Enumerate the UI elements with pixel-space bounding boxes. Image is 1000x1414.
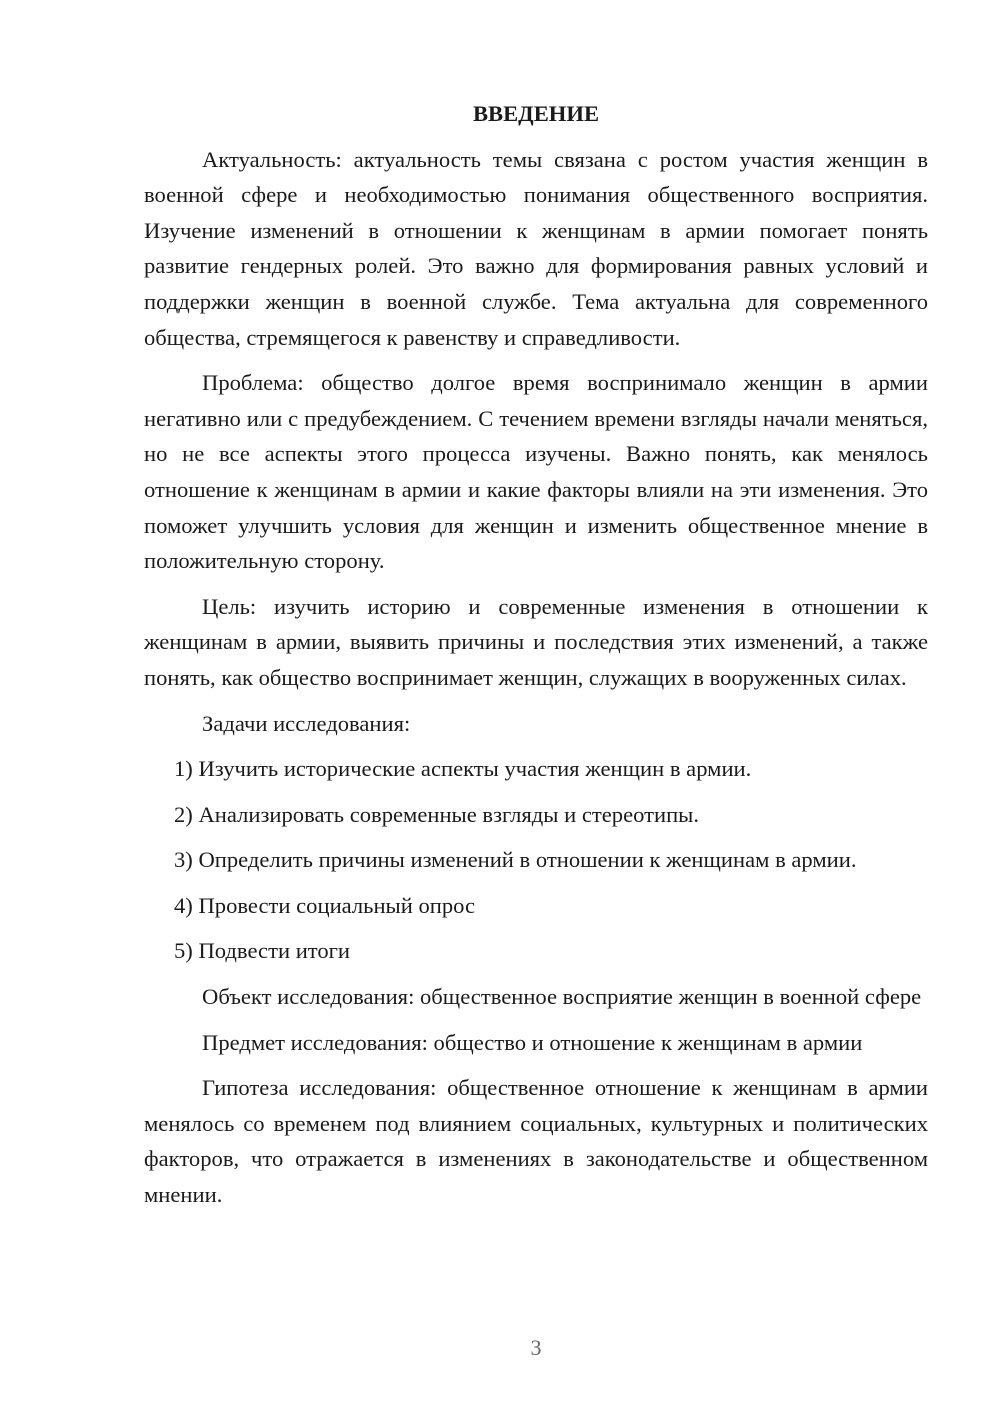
tasks-heading: Задачи исследования: <box>202 710 411 736</box>
task-item: 1) Изучить исторические аспекты участия женщин в армии. <box>174 756 752 782</box>
task-item: 5) Подвести итоги <box>174 938 351 964</box>
page-content <box>144 96 928 1223</box>
paragraph-hypothesis: Гипотеза исследования: общественное отношение к женщинам в армии менялось со временем под влиянием социальных, культурных и политических факторов, что отражается в изменениях в законодательстве и общественном мнении. <box>144 1075 928 1208</box>
page-number: 3 <box>530 1335 542 1360</box>
paragraph-subject: Предмет исследования: общество и отношение к женщинам в армии <box>202 1029 863 1055</box>
paragraph-goal: Цель: изучить историю и современные изменения в отношении к женщинам в армии, выявить причины и последствия этих изменений, а также понять, как общество воспринимает женщин, служащих в вооруженных силах. <box>144 593 928 690</box>
task-item: 2) Анализировать современные взгляды и стереотипы. <box>174 801 699 827</box>
paragraph-object: Объект исследования: общественное восприятие женщин в военной сфере <box>202 984 922 1010</box>
paragraph-relevance: Актуальность: актуальность темы связана с ростом участия женщин в военной сфере и необходимостью понимания общественного восприятия. Изучение изменений в отношении к женщинам в армии помогает понять развитие гендерных ролей. Это важно для формирования равных условий и поддержки женщин в военной службе. Тема актуальна для современного общества, стремящегося к равенству и справедливости. <box>144 146 928 350</box>
task-item: 4) Провести социальный опрос <box>174 892 476 918</box>
page-title: ВВЕДЕНИЕ <box>472 101 600 126</box>
paragraph-problem: Проблема: общество долгое время воспринимало женщин в армии негативно или с предубеждением. С течением времени взгляды начали меняться, но не все аспекты этого процесса изучены. Важно понять, как менялось отношение к женщинам в армии и какие факторы влияли на эти изменения. Это поможет улучшить условия для женщин и изменить общественное мнение в положительную сторону. <box>144 370 928 574</box>
task-item: 3) Определить причины изменений в отношении к женщинам в армии. <box>174 847 857 873</box>
